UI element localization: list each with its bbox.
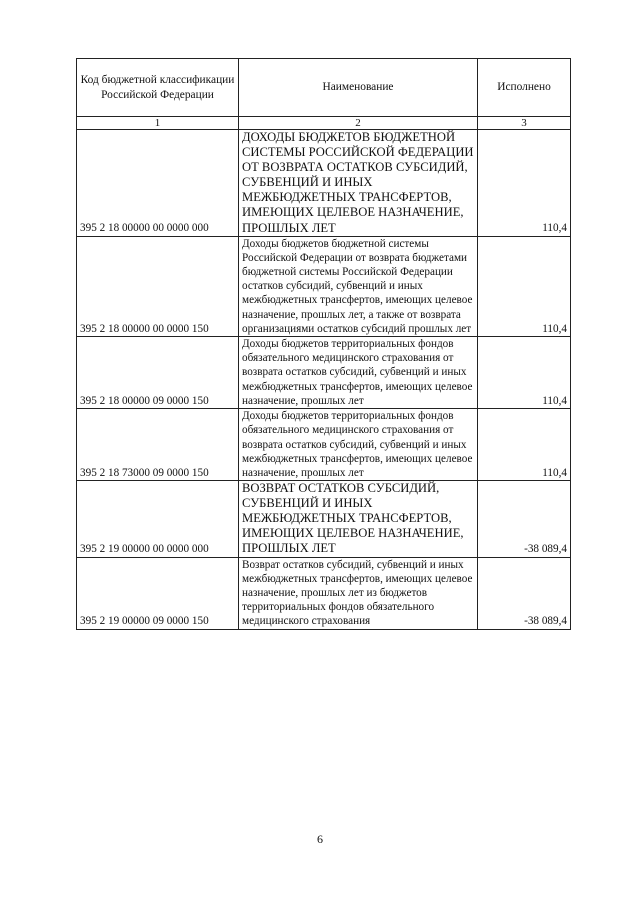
header-name: Наименование bbox=[239, 59, 478, 117]
table-row bbox=[77, 481, 571, 557]
header-row bbox=[77, 59, 571, 117]
column-number-2: 2 bbox=[239, 117, 478, 130]
table-row bbox=[77, 557, 571, 629]
table-row bbox=[77, 409, 571, 481]
budget-code: 395 2 19 00000 00 0000 000 bbox=[77, 481, 239, 557]
column-number-1: 1 bbox=[77, 117, 239, 130]
executed-value: 110,4 bbox=[478, 130, 571, 237]
page-number: 6 bbox=[317, 832, 323, 846]
executed-value: 110,4 bbox=[478, 409, 571, 481]
table-row bbox=[77, 130, 571, 237]
table-row bbox=[77, 337, 571, 409]
column-number-3: 3 bbox=[478, 117, 571, 130]
item-name: Доходы бюджетов бюджетной системы Российской Федерации от возврата бюджетами бюджетной системы Российской Федерации остатков субсидий, субвенций и иных межбюджетных трансфертов, имеющих целевое назначение, прошлых лет, а также от возврата организациями остатков субсидий прошлых лет bbox=[239, 236, 478, 336]
executed-value: -38 089,4 bbox=[478, 557, 571, 629]
header-code: Код бюджетной классификации Российской Федерации bbox=[77, 59, 239, 117]
executed-value: 110,4 bbox=[478, 337, 571, 409]
budget-code: 395 2 18 00000 00 0000 150 bbox=[77, 236, 239, 336]
executed-value: -38 089,4 bbox=[478, 481, 571, 557]
column-number-row bbox=[77, 117, 571, 130]
budget-code: 395 2 18 00000 09 0000 150 bbox=[77, 337, 239, 409]
budget-table bbox=[76, 58, 571, 630]
item-name: ДОХОДЫ БЮДЖЕТОВ БЮДЖЕТНОЙ СИСТЕМЫ РОССИЙСКОЙ ФЕДЕРАЦИИ ОТ ВОЗВРАТА ОСТАТКОВ СУБСИДИЙ, СУБВЕНЦИЙ И ИНЫХ МЕЖБЮДЖЕТНЫХ ТРАНСФЕРТОВ, ИМЕЮЩИХ ЦЕЛЕВОЕ НАЗНАЧЕНИЕ, ПРОШЛЫХ ЛЕТ bbox=[239, 130, 478, 237]
item-name: ВОЗВРАТ ОСТАТКОВ СУБСИДИЙ, СУБВЕНЦИЙ И ИНЫХ МЕЖБЮДЖЕТНЫХ ТРАНСФЕРТОВ, ИМЕЮЩИХ ЦЕЛЕВОЕ НАЗНАЧЕНИЕ, ПРОШЛЫХ ЛЕТ bbox=[239, 481, 478, 557]
budget-code: 395 2 18 00000 00 0000 000 bbox=[77, 130, 239, 237]
table-row bbox=[77, 236, 571, 336]
executed-value: 110,4 bbox=[478, 236, 571, 336]
item-name: Доходы бюджетов территориальных фондов обязательного медицинского страхования от возврата остатков субсидий, субвенций и иных межбюджетных трансфертов, имеющих целевое назначение, прошлых лет bbox=[239, 409, 478, 481]
item-name: Доходы бюджетов территориальных фондов обязательного медицинского страхования от возврата остатков субсидий, субвенций и иных межбюджетных трансфертов, имеющих целевое назначение, прошлых лет bbox=[239, 337, 478, 409]
budget-code: 395 2 19 00000 09 0000 150 bbox=[77, 557, 239, 629]
budget-code: 395 2 18 73000 09 0000 150 bbox=[77, 409, 239, 481]
header-executed: Исполнено bbox=[478, 59, 571, 117]
item-name: Возврат остатков субсидий, субвенций и иных межбюджетных трансфертов, имеющих целевое назначение, прошлых лет из бюджетов территориальных фондов обязательного медицинского страхования bbox=[239, 557, 478, 629]
